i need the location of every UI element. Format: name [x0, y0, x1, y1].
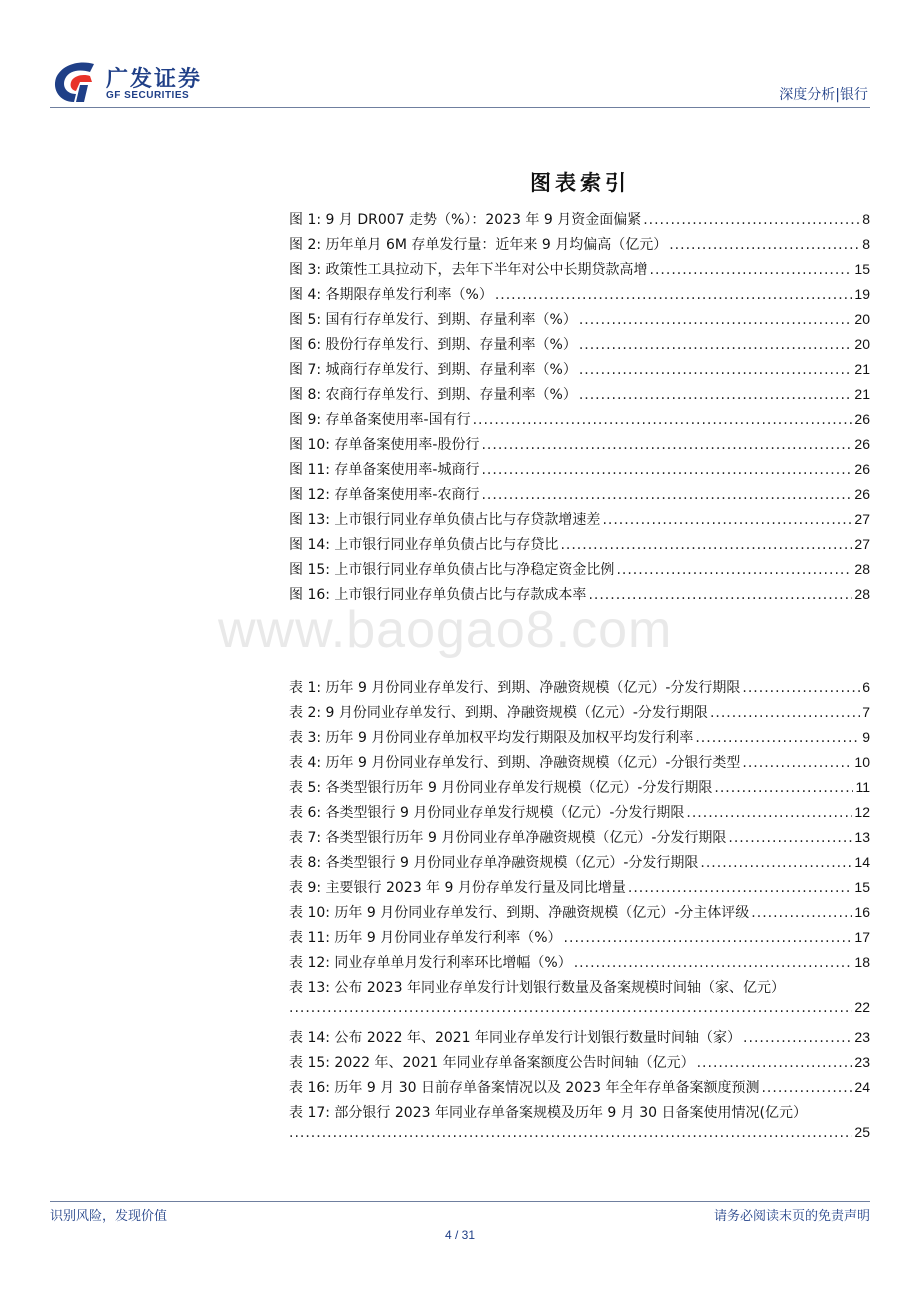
table-index-entry[interactable] — [289, 802, 870, 827]
figure-index-entry-label: 图 2: 历年单月 6M 存单发行量：近年来 9 月均偏高（亿元） — [289, 237, 668, 253]
figure-index-entry[interactable] — [289, 384, 870, 409]
leader-dots — [579, 337, 853, 353]
table-index-entry-page: 16 — [854, 904, 870, 920]
leader-dots — [743, 1030, 852, 1046]
table-index-entry-page: 17 — [854, 929, 870, 945]
figure-index-entry[interactable] — [289, 359, 870, 384]
figure-index-entry[interactable] — [289, 234, 870, 259]
table-index-entry[interactable] — [289, 702, 870, 727]
figure-index-entry-page: 27 — [854, 511, 870, 527]
table-index-entry-label: 表 3: 历年 9 月份同业存单加权平均发行期限及加权平均发行利率 — [289, 730, 694, 746]
figure-index-entry-label: 图 14: 上市银行同业存单负债占比与存贷比 — [289, 537, 559, 553]
table-index-entry-page: 9 — [862, 729, 870, 745]
table-index-entry-label: 表 16: 历年 9 月 30 日前存单备案情况以及 2023 年全年存单备案额度预测 — [289, 1080, 760, 1096]
leader-dots — [289, 1125, 852, 1141]
figure-index-entry[interactable] — [289, 309, 870, 334]
figure-index-entry[interactable] — [289, 534, 870, 559]
table-index-entry-label: 表 17: 部分银行 2023 年同业存单备案规模及历年 9 月 30 日备案使用情况(亿元） — [289, 1105, 807, 1121]
figure-index-entry-page: 26 — [854, 411, 870, 427]
watermark: www.baogao8.com — [218, 601, 673, 659]
table-index-entry[interactable] — [289, 1052, 870, 1077]
leader-dots — [602, 512, 852, 528]
figure-index-entry[interactable] — [289, 334, 870, 359]
table-index-entry-page: 12 — [854, 804, 870, 820]
header-divider — [50, 107, 870, 108]
table-index-entry[interactable] — [289, 752, 870, 777]
table-index-entry[interactable] — [289, 677, 870, 702]
table-index-entry-page: 22 — [854, 999, 870, 1015]
leader-dots — [742, 755, 852, 771]
table-index-entry[interactable] — [289, 977, 870, 999]
table-index-entry-page: 13 — [854, 829, 870, 845]
leader-dots — [714, 780, 853, 796]
figure-index-entry[interactable] — [289, 434, 870, 459]
figure-index-entry-page: 15 — [854, 261, 870, 277]
table-index-entry-page: 23 — [854, 1029, 870, 1045]
logo-chinese-text: 广发证券 — [106, 67, 203, 92]
leader-dots — [697, 1055, 853, 1071]
page-title: 图表索引 — [530, 171, 630, 195]
figure-index-entry-page: 20 — [854, 336, 870, 352]
table-index-entry-label: 表 9: 主要银行 2023 年 9 月份存单发行量及同比增量 — [289, 880, 626, 896]
table-index-entry-label: 表 8: 各类型银行 9 月份同业存单净融资规模（亿元）-分发行期限 — [289, 855, 699, 871]
table-index-entry-page: 7 — [862, 704, 870, 720]
table-index-entry-label: 表 10: 历年 9 月份同业存单发行、到期、净融资规模（亿元）-分主体评级 — [289, 905, 750, 921]
table-index-entry[interactable] — [289, 877, 870, 902]
leader-dots — [710, 705, 860, 721]
leader-dots — [579, 387, 853, 403]
table-index-entry-page: 6 — [862, 679, 870, 695]
figure-index-entry-label: 图 13: 上市银行同业存单负债占比与存贷款增速差 — [289, 512, 601, 528]
table-index-entry[interactable] — [289, 927, 870, 952]
table-index-entry-label: 表 1: 历年 9 月份同业存单发行、到期、净融资规模（亿元）-分发行期限 — [289, 680, 741, 696]
leader-dots — [686, 805, 852, 821]
leader-dots — [289, 1000, 852, 1016]
figure-index-entry-label: 图 16: 上市银行同业存单负债占比与存款成本率 — [289, 587, 587, 603]
leader-dots — [560, 537, 852, 553]
leader-dots — [643, 212, 860, 228]
table-index-entry-page: 10 — [854, 754, 870, 770]
figure-index-entry-page: 21 — [854, 361, 870, 377]
leader-dots — [695, 730, 860, 746]
leader-dots — [495, 287, 853, 303]
figure-index-entry-page: 26 — [854, 461, 870, 477]
table-index-entry-label: 表 7: 各类型银行历年 9 月份同业存单净融资规模（亿元）-分发行期限 — [289, 830, 727, 846]
figure-index-entry-label: 图 11: 存单备案使用率-城商行 — [289, 462, 480, 478]
table-index-entry-page: 14 — [854, 854, 870, 870]
table-index-entry-label: 表 2: 9 月份同业存单发行、到期、净融资规模（亿元）-分发行期限 — [289, 705, 708, 721]
leader-dots — [669, 237, 860, 253]
gf-logo-mark-icon — [50, 58, 100, 106]
table-index-entry-continuation[interactable] — [289, 1124, 870, 1152]
footer-disclaimer: 请务必阅读末页的免责声明 — [713, 1209, 870, 1224]
report-category: 深度分析|银行 — [779, 87, 868, 103]
figure-index-entry[interactable] — [289, 259, 870, 284]
figure-index-entry[interactable] — [289, 284, 870, 309]
figure-index-entry[interactable] — [289, 459, 870, 484]
table-index-entry-page: 18 — [854, 954, 870, 970]
figure-index-entry[interactable] — [289, 409, 870, 434]
table-index-entry-page: 25 — [854, 1124, 870, 1140]
table-index-entry-label: 表 14: 公布 2022 年、2021 年同业存单发行计划银行数量时间轴（家） — [289, 1030, 742, 1046]
leader-dots — [481, 487, 852, 503]
leader-dots — [742, 680, 860, 696]
table-index-entry[interactable] — [289, 902, 870, 927]
leader-dots — [700, 855, 852, 871]
leader-dots — [728, 830, 852, 846]
table-index-entry-page: 15 — [854, 879, 870, 895]
footer-slogan: 识别风险，发现价值 — [50, 1209, 168, 1224]
figure-index-entry-label: 图 8: 农商行存单发行、到期、存量利率（%） — [289, 387, 577, 403]
table-index-entry-label: 表 6: 各类型银行 9 月份同业存单发行规模（亿元）-分发行期限 — [289, 805, 685, 821]
figure-index-entry-label: 图 15: 上市银行同业存单负债占比与净稳定资金比例 — [289, 562, 615, 578]
leader-dots — [616, 562, 852, 578]
figure-index-entry-page: 26 — [854, 486, 870, 502]
table-index-entry-label: 表 11: 历年 9 月份同业存单发行利率（%） — [289, 930, 562, 946]
table-index-entry-label: 表 13: 公布 2023 年同业存单发行计划银行数量及备案规模时间轴（家、亿元） — [289, 980, 785, 996]
figure-index-entry-page: 21 — [854, 386, 870, 402]
table-index-entry-page: 11 — [855, 779, 870, 795]
figure-index-entry-label: 图 1: 9 月 DR007 走势（%）：2023 年 9 月资金面偏紧 — [289, 212, 642, 228]
figure-index-entry-page: 8 — [862, 236, 870, 252]
table-index-list — [289, 677, 870, 1152]
figure-index-entry-label: 图 4: 各期限存单发行利率（%） — [289, 287, 493, 303]
table-index-entry[interactable] — [289, 777, 870, 802]
leader-dots — [761, 1080, 852, 1096]
table-index-entry[interactable] — [289, 852, 870, 877]
figure-index-entry-page: 20 — [854, 311, 870, 327]
leader-dots — [751, 905, 852, 921]
table-index-entry[interactable] — [289, 727, 870, 752]
figure-index-entry-page: 26 — [854, 436, 870, 452]
page-header — [50, 58, 870, 114]
page-number: 4 / 31 — [444, 1228, 476, 1242]
figure-index-entry-label: 图 3: 政策性工具拉动下，去年下半年对公中长期贷款高增 — [289, 262, 648, 278]
figure-index-entry-page: 28 — [854, 586, 870, 602]
figure-index-entry[interactable] — [289, 209, 870, 234]
figure-index-entry-page: 8 — [862, 211, 870, 227]
leader-dots — [481, 462, 852, 478]
figure-index-entry-page: 28 — [854, 561, 870, 577]
table-index-entry-label: 表 4: 历年 9 月份同业存单发行、到期、净融资规模（亿元）-分银行类型 — [289, 755, 741, 771]
table-index-entry-continuation[interactable] — [289, 999, 870, 1027]
figure-index-entry-label: 图 10: 存单备案使用率-股份行 — [289, 437, 480, 453]
figure-index-list — [289, 209, 870, 609]
leader-dots — [650, 262, 853, 278]
table-index-entry[interactable] — [289, 1102, 870, 1124]
table-index-entry[interactable] — [289, 1027, 870, 1052]
table-index-entry[interactable] — [289, 1077, 870, 1102]
figure-index-entry-page: 19 — [854, 286, 870, 302]
figure-index-entry-label: 图 5: 国有行存单发行、到期、存量利率（%） — [289, 312, 577, 328]
logo-english-text: GF SECURITIES — [106, 90, 190, 101]
table-index-entry[interactable] — [289, 952, 870, 977]
leader-dots — [579, 312, 853, 328]
table-index-entry-label: 表 12: 同业存单单月发行利率环比增幅（%） — [289, 955, 572, 971]
table-index-entry-page: 23 — [854, 1054, 870, 1070]
leader-dots — [564, 930, 853, 946]
leader-dots — [473, 412, 853, 428]
figure-index-entry-label: 图 9: 存单备案使用率-国有行 — [289, 412, 471, 428]
table-index-entry-label: 表 5: 各类型银行历年 9 月份同业存单发行规模（亿元）-分发行期限 — [289, 780, 713, 796]
leader-dots — [628, 880, 853, 896]
table-index-entry-page: 24 — [854, 1079, 870, 1095]
table-index-entry-label: 表 15: 2022 年、2021 年同业存单备案额度公告时间轴（亿元） — [289, 1055, 695, 1071]
figure-index-entry-label: 图 6: 股份行存单发行、到期、存量利率（%） — [289, 337, 577, 353]
leader-dots — [574, 955, 853, 971]
figure-index-entry-label: 图 7: 城商行存单发行、到期、存量利率（%） — [289, 362, 577, 378]
leader-dots — [481, 437, 852, 453]
figure-index-entry-label: 图 12: 存单备案使用率-农商行 — [289, 487, 480, 503]
figure-index-entry[interactable] — [289, 484, 870, 509]
footer-divider — [50, 1201, 870, 1202]
figure-index-entry[interactable] — [289, 559, 870, 584]
figure-index-entry-page: 27 — [854, 536, 870, 552]
leader-dots — [579, 362, 853, 378]
gf-securities-logo — [50, 58, 210, 108]
figure-index-entry[interactable] — [289, 509, 870, 534]
table-index-entry[interactable] — [289, 827, 870, 852]
